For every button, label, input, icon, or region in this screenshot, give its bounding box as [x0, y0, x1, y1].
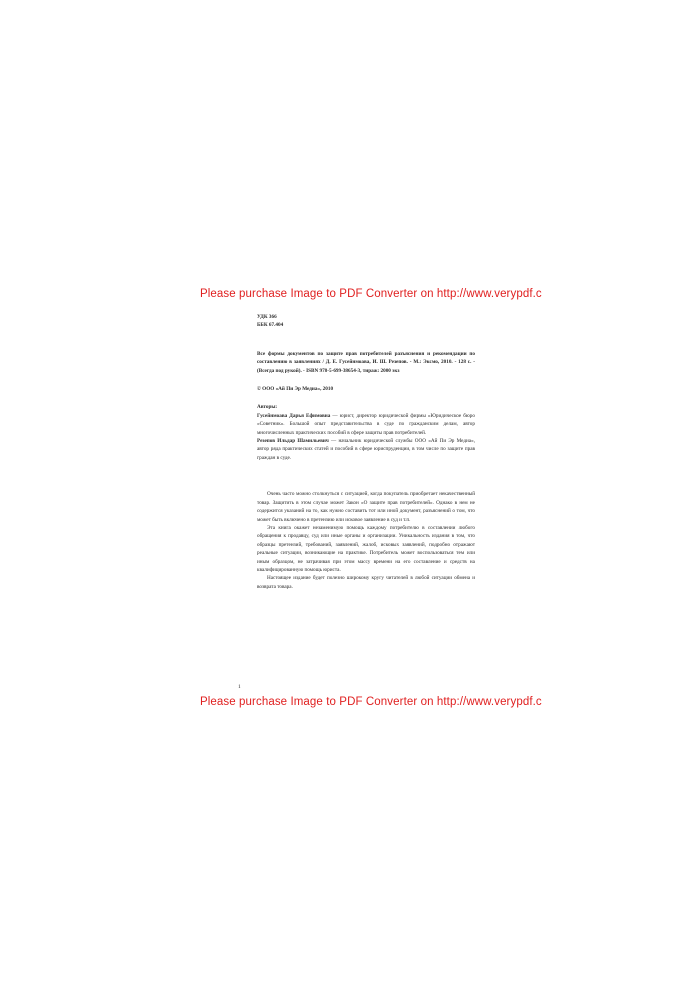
- annotation-paragraph: Эта книга окажет незаменимую помощь каждому потребителю в составлении любого обращения к продавцу, суд или иные органы и организации. Уникальность издания в том, что образцы претензий, требований, заявлений, жалоб, исковых заявлений, подробно отражают реальные ситуации, возникающие на практике. Потребитель может воспользоваться тем или иным образцом, не затрачивая при этом массу времени на его составление и средств на квалифицированную помощь юриста.: [257, 524, 475, 573]
- copyright-notice: © ООО «Ай Пи Эр Медиа», 2010: [257, 386, 334, 393]
- authors-heading: Авторы:: [257, 404, 278, 411]
- bbk-code: ББК 67.404: [257, 322, 284, 329]
- author-name: Гусейнмоава Дарья Ефимовна: [257, 412, 331, 419]
- bibliographic-reference: Все формы документов по защите прав потребителей разъяснения и рекомендации по составлению в заявлениях / Д. Е. Гусейнмоава, И. Ш. Резепов. - М.: Эксмо, 2010. - 128 с. - (Всегда под рукой). - ISBN 978-5-699-38654-3, тираж: 2000 экз: [257, 350, 475, 374]
- udk-code: УДК 366: [257, 314, 277, 320]
- book-annotation: [257, 490, 475, 591]
- author-entry: [257, 412, 475, 437]
- document-page: [257, 313, 475, 591]
- watermark-bottom: Please purchase Image to PDF Converter on http://www.verypdf.c: [200, 696, 542, 708]
- watermark-top: Please purchase Image to PDF Converter on http://www.verypdf.c: [200, 288, 542, 300]
- annotation-paragraph: Очень часто можно столкнуться с ситуацией, когда покупатель приобретает некачественный товар. Защитить в этом случае может Закон «О защите прав потребителей». Однако в нем не содержится указаний на то, как нужно составить тот или иной документ, разъяснений о том, что может быть включено в претензию или исковое заявление в суд и т.п.: [257, 491, 475, 523]
- page-number: 1: [238, 684, 241, 690]
- author-entry: [257, 437, 475, 462]
- author-name: Резепов Ильдар Шамильевич: [257, 438, 329, 445]
- author-bio: — юрист, директор юридической фирмы «Юридическое бюро «Советник». Большой опыт представительства в суде по гражданским делам, автор многочисленных практических пособий в сфере защиты прав потребителей.: [257, 412, 475, 436]
- author-bio: — начальник юридической службы ООО «Ай Пи Эр Медиа», автор ряда практических статей и пособий в сфере юриспруденции, в том числе по защите прав граждан в суде.: [257, 438, 475, 461]
- annotation-paragraph: Настоящее издание будет полезно широкому кругу читателей в любой ситуации обмена и возврата товара.: [257, 575, 475, 590]
